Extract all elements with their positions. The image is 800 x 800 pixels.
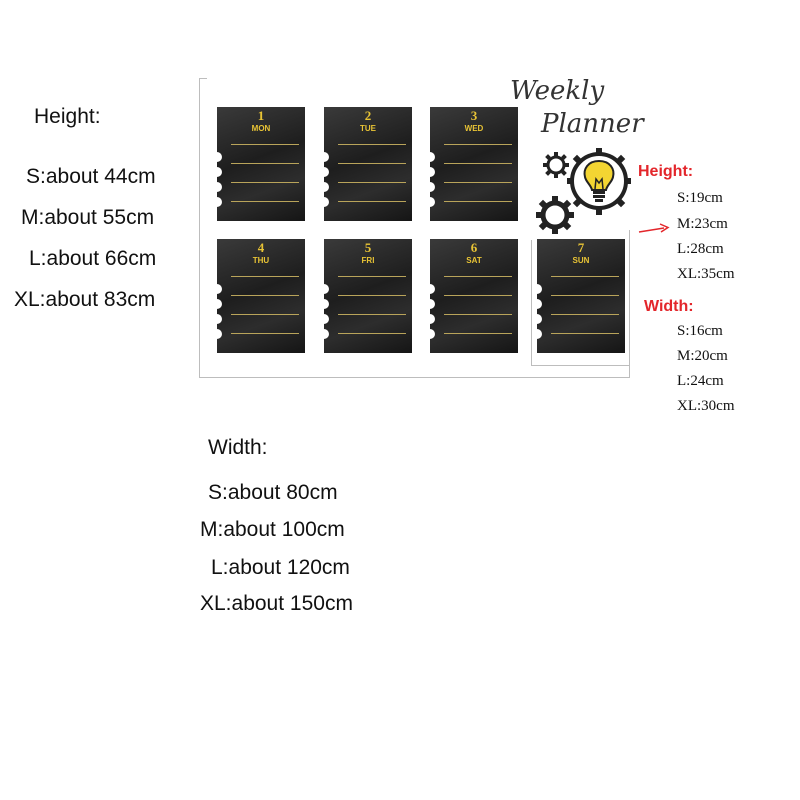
detail-height-l: L:28cm (677, 241, 724, 257)
writing-line (338, 276, 406, 277)
writing-line (231, 276, 299, 277)
small-gear-icon (543, 152, 569, 178)
writing-line (338, 314, 406, 315)
day-name: MON (251, 124, 271, 133)
writing-line (338, 144, 406, 145)
writing-line (338, 295, 406, 296)
day-panel-mon (217, 107, 305, 221)
height-heading: Height: (34, 105, 101, 128)
writing-line (338, 333, 406, 334)
writing-line (444, 295, 512, 296)
width-size-s: S:about 80cm (208, 481, 338, 504)
gears-bulb-graphic (535, 145, 635, 240)
writing-line (231, 314, 299, 315)
height-size-s: S:about 44cm (26, 165, 156, 188)
writing-line (444, 314, 512, 315)
height-size-xl: XL:about 83cm (14, 288, 156, 311)
sunday-left-line (531, 240, 532, 366)
writing-line (231, 182, 299, 183)
width-size-l: L:about 120cm (211, 556, 350, 579)
writing-line (231, 163, 299, 164)
planner-title-line1: Weekly (510, 76, 605, 106)
large-gear-icon (536, 196, 574, 234)
day-panel-tue (324, 107, 412, 221)
detail-height-heading: Height: (638, 163, 694, 180)
writing-line (551, 295, 619, 296)
day-number: 2 (364, 108, 372, 123)
writing-line (551, 333, 619, 334)
day-name: WED (464, 124, 484, 133)
detail-width-l: L:24cm (677, 373, 724, 389)
height-size-l: L:about 66cm (29, 247, 157, 270)
day-panel-sun (537, 239, 625, 353)
height-size-m: M:about 55cm (21, 206, 155, 229)
detail-height-s: S:19cm (677, 190, 723, 206)
day-name: SAT (466, 256, 482, 265)
planner-title-line2: Planner (541, 109, 644, 139)
frame-bottom-line (199, 377, 629, 378)
day-name: SUN (572, 256, 590, 265)
day-number: 7 (577, 240, 585, 255)
detail-height-xl: XL:35cm (677, 266, 735, 282)
writing-line (444, 276, 512, 277)
writing-line (231, 201, 299, 202)
sunday-width-line (531, 365, 629, 366)
day-number: 4 (257, 240, 265, 255)
frame-left-line (199, 78, 200, 378)
day-name: FRI (361, 256, 375, 265)
writing-line (231, 144, 299, 145)
day-name: THU (252, 256, 270, 265)
day-panel-thu (217, 239, 305, 353)
width-size-xl: XL:about 150cm (200, 592, 353, 615)
writing-line (338, 163, 406, 164)
writing-line (338, 201, 406, 202)
detail-height-m: M:23cm (677, 216, 728, 232)
frame-right-line (629, 230, 630, 378)
writing-line (231, 333, 299, 334)
detail-width-xl: XL:30cm (677, 398, 735, 414)
day-number: 1 (257, 108, 265, 123)
writing-line (338, 182, 406, 183)
frame-top-tick (199, 78, 207, 79)
day-panel-wed (430, 107, 518, 221)
width-size-m: M:about 100cm (200, 518, 345, 541)
day-number: 3 (470, 108, 478, 123)
day-panel-sat (430, 239, 518, 353)
writing-line (444, 163, 512, 164)
writing-line (444, 201, 512, 202)
day-name: TUE (360, 124, 376, 133)
writing-line (444, 333, 512, 334)
red-arrow-icon (638, 223, 670, 237)
detail-width-s: S:16cm (677, 323, 723, 339)
detail-width-m: M:20cm (677, 348, 728, 364)
day-panel-fri (324, 239, 412, 353)
writing-line (444, 182, 512, 183)
writing-line (551, 314, 619, 315)
writing-line (231, 295, 299, 296)
width-heading: Width: (208, 436, 268, 459)
writing-line (444, 144, 512, 145)
day-number: 6 (470, 240, 478, 255)
detail-width-heading: Width: (644, 298, 694, 315)
day-number: 5 (364, 240, 372, 255)
writing-line (551, 276, 619, 277)
lightbulb-gear-icon (567, 148, 631, 215)
